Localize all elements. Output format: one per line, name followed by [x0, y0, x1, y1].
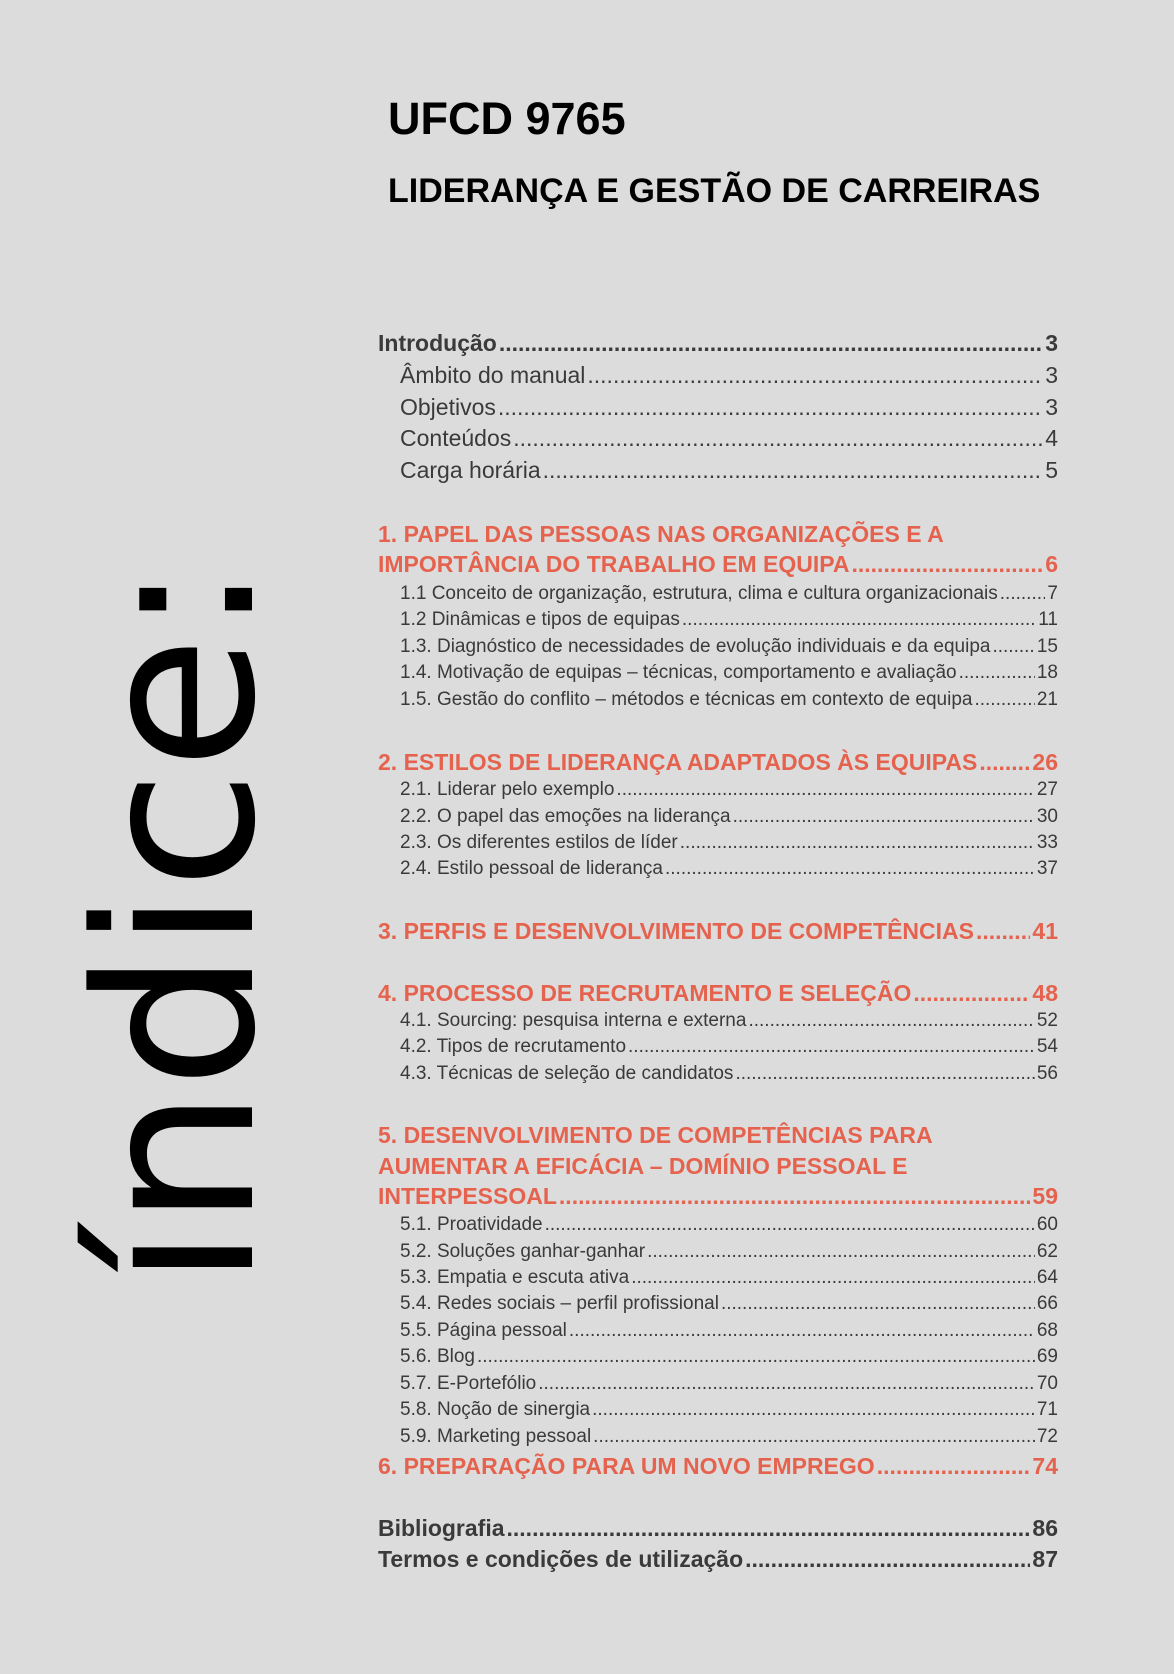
- dot-leader: [592, 1399, 1035, 1421]
- toc-entry-label: 1.5. Gestão do conflito – métodos e técnicas em contexto de equipa: [400, 689, 973, 710]
- toc-entry-page: 62: [1036, 1241, 1058, 1262]
- toc-entry[interactable]: [400, 583, 1058, 605]
- toc-entry-label: 2.1. Liderar pelo exemplo: [400, 779, 615, 800]
- toc-entry[interactable]: [400, 394, 1058, 421]
- toc-entry[interactable]: [400, 1214, 1058, 1236]
- dot-leader: [593, 1426, 1035, 1448]
- toc-entry-chapter-6[interactable]: [378, 1453, 1058, 1480]
- toc-entry[interactable]: [400, 1399, 1058, 1421]
- toc-entry-label: 1.1 Conceito de organização, estrutura, clima e cultura organizacionais: [400, 583, 998, 604]
- toc-entry-page: 56: [1036, 1063, 1058, 1084]
- dot-leader: [587, 362, 1043, 389]
- toc-entry-label: 5.7. E-Portefólio: [400, 1373, 537, 1394]
- dot-leader: [647, 1241, 1035, 1263]
- toc-entry[interactable]: [400, 1293, 1058, 1315]
- toc-entry-introduction[interactable]: [378, 330, 1058, 357]
- toc-entry-label: 2.4. Estilo pessoal de liderança: [400, 858, 663, 879]
- toc-entry-page: 37: [1036, 858, 1058, 879]
- toc-entry-page: 68: [1036, 1320, 1058, 1341]
- toc-entry[interactable]: [400, 425, 1058, 452]
- toc-entry-page: 21: [1036, 689, 1058, 710]
- course-code: UFCD 9765: [388, 93, 626, 144]
- dot-leader: [721, 1293, 1035, 1315]
- course-name: LIDERANÇA E GESTÃO DE CARREIRAS: [388, 172, 1041, 210]
- toc-entry[interactable]: [400, 1010, 1058, 1032]
- toc-entry-label: Termos e condições de utilização: [378, 1546, 744, 1572]
- toc-entry-label: 5.3. Empatia e escuta ativa: [400, 1267, 630, 1288]
- dot-leader: [735, 1063, 1034, 1085]
- toc-entry-page: 86: [1032, 1515, 1058, 1541]
- toc-entry-label: 4.3. Técnicas de seleção de candidatos: [400, 1063, 734, 1084]
- toc-entry-page: 59: [1032, 1183, 1058, 1209]
- toc-entry-label: 1.2 Dinâmicas e tipos de equipas: [400, 609, 680, 630]
- dot-leader: [631, 1267, 1035, 1289]
- toc-entry[interactable]: [400, 779, 1058, 801]
- dot-leader: [665, 858, 1035, 880]
- toc-entry-page: 52: [1036, 1010, 1058, 1031]
- toc-entry-label: 3. PERFIS E DESENVOLVIMENTO DE COMPETÊNCIAS: [378, 918, 974, 944]
- toc-entry-page: 15: [1036, 636, 1058, 657]
- vertical-title: índice:: [51, 562, 304, 1288]
- toc-entry-page: 3: [1045, 330, 1058, 356]
- dot-leader: [538, 1373, 1035, 1395]
- chapter-5-title-line[interactable]: 5. DESENVOLVIMENTO DE COMPETÊNCIAS PARA: [378, 1122, 933, 1148]
- toc-entry-page: 60: [1036, 1214, 1058, 1235]
- toc-entry-label: 5.4. Redes sociais – perfil profissional: [400, 1293, 719, 1314]
- dot-leader: [733, 806, 1035, 828]
- toc-entry[interactable]: [400, 662, 1058, 684]
- dot-leader: [543, 457, 1044, 484]
- toc-entry-label: 4.1. Sourcing: pesquisa interna e externa: [400, 1010, 747, 1031]
- toc-entry-label: 6. PREPARAÇÃO PARA UM NOVO EMPREGO: [378, 1453, 875, 1479]
- toc-entry-label: Carga horária: [400, 457, 541, 483]
- toc-entry-page: 3: [1045, 394, 1058, 420]
- dot-leader: [913, 980, 1030, 1007]
- toc-entry-label: 2. ESTILOS DE LIDERANÇA ADAPTADOS ÀS EQUIPAS: [378, 749, 978, 775]
- toc-entry-page: 5: [1045, 457, 1058, 483]
- toc-entry[interactable]: [400, 1346, 1058, 1368]
- toc-entry-page: 70: [1036, 1373, 1058, 1394]
- toc-entry-page: 87: [1032, 1546, 1058, 1572]
- dot-leader: [979, 749, 1030, 776]
- toc-entry-chapter-1[interactable]: [378, 551, 1058, 578]
- dot-leader: [498, 394, 1043, 421]
- toc-entry-chapter-4[interactable]: [378, 980, 1058, 1007]
- toc-entry[interactable]: [400, 689, 1058, 711]
- dot-leader: [559, 1183, 1030, 1210]
- toc-entry-page: 71: [1036, 1399, 1058, 1420]
- toc-entry-label: 5.2. Soluções ganhar-ganhar: [400, 1241, 646, 1262]
- toc-entry[interactable]: [400, 1267, 1058, 1289]
- dot-leader: [745, 1546, 1030, 1573]
- toc-entry-page: 48: [1032, 980, 1058, 1006]
- toc-entry[interactable]: [400, 636, 1058, 658]
- toc-entry[interactable]: [400, 806, 1058, 828]
- dot-leader: [852, 551, 1044, 578]
- toc-entry-page: 3: [1045, 362, 1058, 388]
- toc-entry-page: 30: [1036, 806, 1058, 827]
- toc-entry-label: 5.1. Proatividade: [400, 1214, 543, 1235]
- dot-leader: [974, 689, 1034, 711]
- toc-entry[interactable]: [400, 1426, 1058, 1448]
- toc-entry[interactable]: [400, 1063, 1058, 1085]
- dot-leader: [507, 1515, 1031, 1542]
- toc-entry-label: Âmbito do manual: [400, 362, 586, 388]
- toc-entry-page: 72: [1036, 1426, 1058, 1447]
- toc-entry-label: 1.3. Diagnóstico de necessidades de evolução individuais e da equipa: [400, 636, 991, 657]
- toc-entry-label: Introdução: [378, 330, 497, 356]
- toc-entry-page: 74: [1032, 1453, 1058, 1479]
- toc-entry-label: 2.3. Os diferentes estilos de líder: [400, 832, 678, 853]
- toc-entry-label: 4. PROCESSO DE RECRUTAMENTO E SELEÇÃO: [378, 980, 912, 1006]
- dot-leader: [877, 1453, 1031, 1480]
- toc-entry-label: Conteúdos: [400, 425, 512, 451]
- toc-entry-chapter-5[interactable]: [378, 1183, 1058, 1210]
- dot-leader: [992, 636, 1034, 658]
- toc-entry-page: 33: [1036, 832, 1058, 853]
- dot-leader: [499, 330, 1043, 357]
- toc-entry-page: 26: [1032, 749, 1058, 775]
- toc-entry-label: 4.2. Tipos de recrutamento: [400, 1036, 627, 1057]
- toc-entry-label: 1.4. Motivação de equipas – técnicas, comportamento e avaliação: [400, 662, 957, 683]
- toc-entry[interactable]: [400, 1241, 1058, 1263]
- toc-entry-label: 5.8. Noção de sinergia: [400, 1399, 591, 1420]
- toc-entry-label: Bibliografia: [378, 1515, 505, 1541]
- toc-entry-terms[interactable]: [378, 1546, 1058, 1573]
- toc-entry-label: 5.9. Marketing pessoal: [400, 1426, 592, 1447]
- toc-entry[interactable]: [400, 832, 1058, 854]
- chapter-5-title-line[interactable]: AUMENTAR A EFICÁCIA – DOMÍNIO PESSOAL E: [378, 1153, 908, 1179]
- toc-entry-bibliography[interactable]: [378, 1515, 1058, 1542]
- dot-leader: [545, 1214, 1035, 1236]
- dot-leader: [616, 779, 1034, 801]
- toc-entry-page: 6: [1045, 551, 1058, 577]
- toc-entry-label: 5.6. Blog: [400, 1346, 475, 1367]
- toc-entry[interactable]: [400, 1373, 1058, 1395]
- toc-entry[interactable]: [400, 1036, 1058, 1058]
- toc-entry-label: 5.5. Página pessoal: [400, 1320, 567, 1341]
- dot-leader: [569, 1320, 1035, 1342]
- toc-entry-label: INTERPESSOAL: [378, 1183, 557, 1209]
- dot-leader: [682, 609, 1036, 631]
- chapter-1-title-line[interactable]: 1. PAPEL DAS PESSOAS NAS ORGANIZAÇÕES E A: [378, 521, 944, 547]
- dot-leader: [748, 1010, 1034, 1032]
- toc-entry-label: Objetivos: [400, 394, 496, 420]
- toc-entry-page: 11: [1038, 609, 1058, 630]
- toc-entry[interactable]: [400, 609, 1058, 631]
- dot-leader: [477, 1346, 1035, 1368]
- toc-entry-page: 69: [1036, 1346, 1058, 1367]
- dot-leader: [680, 832, 1035, 854]
- toc-entry-chapter-2[interactable]: [378, 749, 1058, 776]
- toc-entry[interactable]: [400, 457, 1058, 484]
- toc-entry[interactable]: [400, 1320, 1058, 1342]
- toc-entry-label: 2.2. O papel das emoções na liderança: [400, 806, 731, 827]
- toc-entry-page: 54: [1036, 1036, 1058, 1057]
- dot-leader: [628, 1036, 1035, 1058]
- toc-entry-page: 4: [1045, 425, 1058, 451]
- dot-leader: [1000, 583, 1046, 605]
- toc-entry-page: 27: [1036, 779, 1058, 800]
- toc-entry-page: 41: [1032, 918, 1058, 944]
- toc-entry-page: 64: [1036, 1267, 1058, 1288]
- dot-leader: [513, 425, 1043, 452]
- toc-entry[interactable]: [400, 858, 1058, 880]
- toc-entry-page: 66: [1036, 1293, 1058, 1314]
- toc-entry[interactable]: [400, 362, 1058, 389]
- toc-entry-page: 18: [1036, 662, 1058, 683]
- dot-leader: [976, 918, 1030, 945]
- dot-leader: [959, 662, 1035, 684]
- toc-entry-page: 7: [1047, 583, 1058, 604]
- toc-entry-label: IMPORTÂNCIA DO TRABALHO EM EQUIPA: [378, 551, 850, 577]
- toc-entry-chapter-3[interactable]: [378, 918, 1058, 945]
